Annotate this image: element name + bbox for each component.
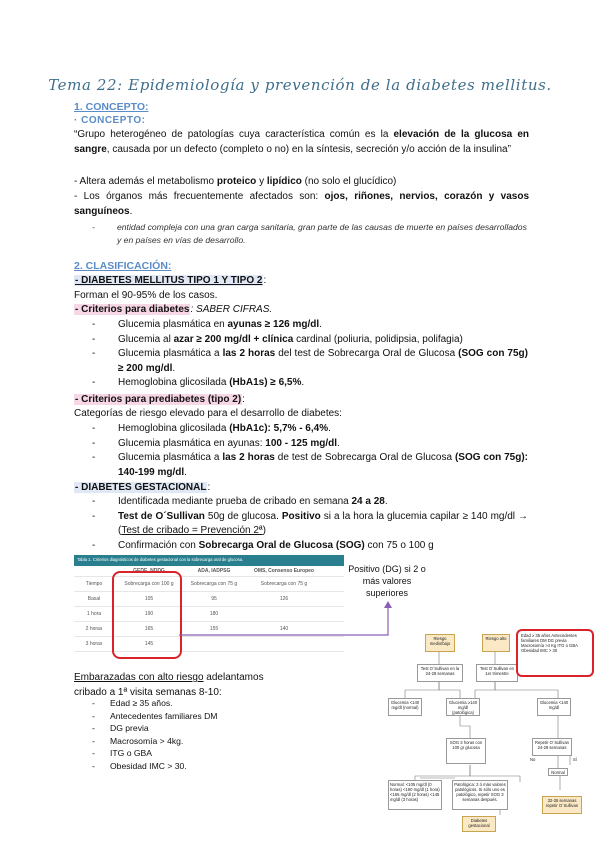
- table-cell: 145: [144, 641, 154, 647]
- flow-risk-factors-box: Edad ≥ 35 años Antecedentes familiares DM DG previa Macrosomía >4 Kg ITG o GBA Obesidad IMC > 30: [516, 629, 594, 677]
- list-item: - ITG o GBA: [110, 747, 280, 760]
- highlight-box: [112, 571, 182, 659]
- flow-node-pathologic-result: Patológica: 2 ó más valores patológicos. Si sólo uno es patológico, repetir SOG 3 semanas después.: [452, 780, 508, 810]
- flow-node-32-35-weeks: 32-35 semanas repetir O´Sullivan: [542, 796, 582, 814]
- flow-node-sog-3h: SOG 3 horas con 100 gr glucosa: [446, 738, 486, 764]
- table-group-header: GEDE, NDDG: [133, 568, 165, 574]
- list-item: - Glucemia plasmática en ayunas ≥ 126 mg/dl.: [118, 318, 528, 333]
- flow-node-glucose-lt140: Glucemia <140 mg/dl: [537, 698, 571, 716]
- table-cell: 1 hora: [86, 611, 102, 617]
- list-item: - DG previa: [110, 722, 280, 735]
- table-cell: 3 horas: [85, 641, 103, 647]
- list-item: - Test de O´Sullivan 50g de glucosa. Positivo si a la hora la glucemia capilar ≥ 140 mg/dl → (Test de cribado = Prevención 2ª): [118, 510, 528, 539]
- dm-type-heading: - DIABETES MELLITUS TIPO 1 Y TIPO 2:: [75, 275, 267, 286]
- risk-factor-list: [110, 697, 280, 772]
- list-item: - Hemoglobina glicosilada (HbA1c): 5,7% - 6,4%.: [118, 422, 528, 437]
- flow-node-gestational-diabetes: Diabetes gestacional: [462, 816, 496, 832]
- page-title: Tema 22: Epidemiología y prevención de la diabetes mellitus.: [48, 76, 552, 94]
- concepto-subheading: · CONCEPTO:: [74, 115, 146, 126]
- flow-node-pathologic-glucose: Glucemia ≥140 mg/dl (patológica): [446, 698, 480, 716]
- list-item: - Obesidad IMC > 30.: [110, 760, 280, 773]
- table-cell: Basal: [87, 596, 101, 602]
- forman-line: Forman el 90-95% de los casos.: [74, 290, 218, 301]
- gestational-heading: - DIABETES GESTACIONAL:: [75, 482, 211, 493]
- list-item: - Edad ≥ 35 años.: [110, 697, 280, 710]
- table-cell: 190: [144, 611, 154, 617]
- prediabetes-intro: Categorías de riesgo elevado para el desarrollo de diabetes:: [74, 408, 342, 419]
- table-group-header: ADA, IADPSG: [197, 568, 231, 574]
- flow-node-normal-values: Normal: <105 mg/dl (0 horas) <190 mg/dl (1 hora) <165 mg/dl (2 horas) <145 mg/dl (3 horas): [388, 780, 442, 810]
- table-group-header: OMS, Consenso Europeo: [253, 568, 314, 574]
- flow-label-si: Sí: [573, 757, 577, 762]
- table-caption: Tabla 1. Criterios diagnósticos de diabetes gestacional con la sobrecarga oral de glucosa.: [74, 555, 344, 566]
- table-cell: 165: [144, 626, 154, 632]
- list-item: - Antecedentes familiares DM: [110, 710, 280, 723]
- flow-node-normal-glucose: Glucemia <140 mg/dl (normal): [388, 698, 422, 716]
- flow-node-high-risk: Riesgo alto: [482, 634, 510, 652]
- flow-node-repeat-osullivan: Repetir O´Sullivan 24-28 semanas: [532, 738, 572, 756]
- flow-node-low-risk: Riesgo medio/bajo: [425, 634, 455, 652]
- section-1-heading: 1. CONCEPTO:: [74, 101, 149, 113]
- flow-node-normal: Normal: [548, 768, 568, 776]
- table-header-cell: Tiempo: [85, 581, 103, 587]
- list-item: - Glucemia plasmática en ayunas: 100 - 125 mg/dl.: [118, 437, 528, 452]
- criteria-prediabetes-heading: - Criterios para prediabetes (tipo 2):: [75, 394, 245, 405]
- flow-node-osullivan-24-28: Test O´Sullivan en la 24-28 semanas: [417, 664, 463, 682]
- list-item: - Glucemia plasmática a las 2 horas de test de Sobrecarga Oral de Glucosa (SOG con 75g): 140-199 mg/dl.: [118, 451, 528, 480]
- criteria-diabetes-heading: - Criterios para diabetes: SABER CIFRAS.: [75, 304, 273, 315]
- table-cell: 180: [209, 611, 219, 617]
- list-item: - Identificada mediante prueba de cribado en semana 24 a 28.: [118, 495, 528, 510]
- gestational-list: [118, 495, 528, 553]
- list-item: - Hemoglobina glicosilada (HbA1s) ≥ 6,5%.: [118, 376, 528, 391]
- metabolism-line: - Altera además el metabolismo proteico y lipídico (no solo el glucídico): [74, 176, 397, 187]
- high-risk-intro: Embarazadas con alto riesgo adelantamos cribado a 1ª visita semanas 8-10:: [74, 672, 264, 698]
- list-item: - Confirmación con Sobrecarga Oral de Glucosa (SOG) con 75 o 100 g: [118, 539, 528, 554]
- definition-quote: “Grupo heterogéneo de patologías cuya característica común es la elevación de la glucosa en sangre, causada por un defecto (completo o no) en la síntesis, secreción y/o acción de la insulina”: [74, 129, 529, 155]
- positivo-note: Positivo (DG) si 2 o más valores superiores: [348, 564, 426, 598]
- flow-node-osullivan-1st: Test O´Sullivan en 1er trimestre: [476, 664, 518, 682]
- table-cell: 126: [279, 596, 289, 602]
- list-item: - Macrosomía > 4kg.: [110, 735, 280, 748]
- diabetes-criteria-list: [118, 318, 528, 391]
- table-cell: 105: [144, 596, 154, 602]
- list-item: - Glucemia plasmática a las 2 horas del test de Sobrecarga Oral de Glucosa (SOG con 75g) ≥ 200 mg/dl.: [118, 347, 528, 376]
- list-item: - Glucemia al azar ≥ 200 mg/dl + clínica cardinal (poliuria, polidipsia, polifagia): [118, 333, 528, 348]
- prediabetes-criteria-list: [118, 422, 528, 480]
- flow-label-no: No: [530, 757, 536, 762]
- table-cell: 2 horas: [85, 626, 103, 632]
- table-cell: 140: [279, 626, 289, 632]
- table-header-cell: Sobrecarga con 75 g: [190, 581, 238, 587]
- table-cell: 95: [211, 596, 217, 602]
- burden-note: entidad compleja con una gran carga sanitaria, gran parte de las causas de muerte en países desarrollados y en países en vías de desarrollo.: [117, 222, 527, 245]
- table-header-cell: Sobrecarga con 100 g: [124, 581, 174, 587]
- organs-line: - Los órganos más frecuentemente afectados son: ojos, riñones, nervios, corazón y vasos sanguíneos.: [74, 191, 530, 217]
- section-2-heading: 2. CLASIFICACIÓN:: [74, 260, 172, 272]
- table-header-cell: Sobrecarga con 75 g: [260, 581, 308, 587]
- table-cell: 155: [209, 626, 219, 632]
